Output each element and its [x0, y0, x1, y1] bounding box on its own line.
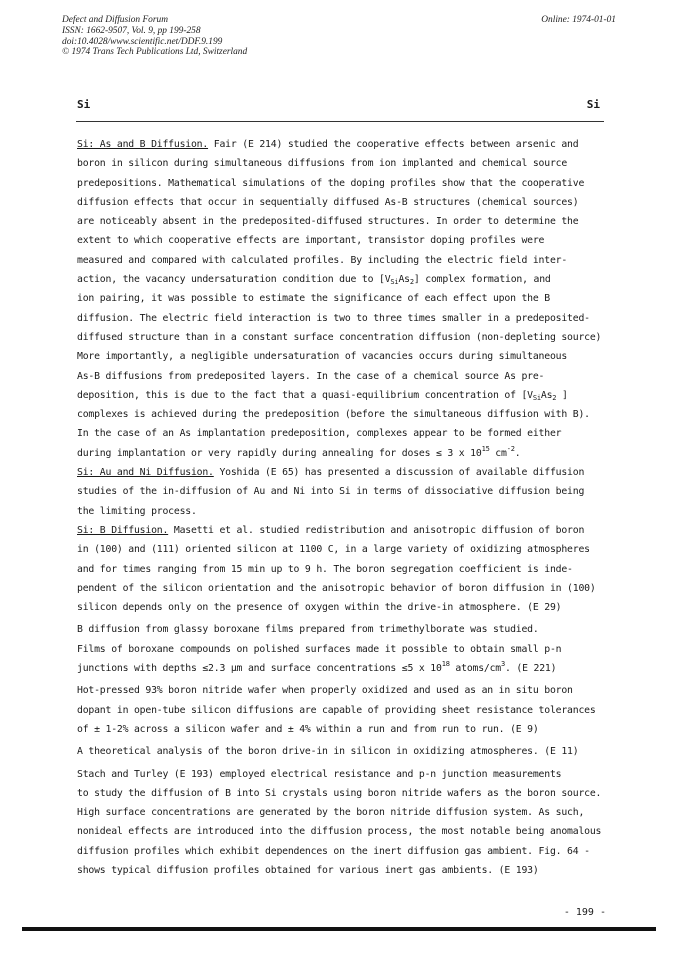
superscript: -2: [506, 444, 515, 453]
section-heading: Si: As and B Diffusion.: [77, 139, 209, 150]
subscript: Si: [390, 278, 399, 287]
text-run: .: [514, 447, 521, 459]
text-line: diffusion profiles which exhibit dependences on the inert diffusion gas ambient. Fig. 64 -: [77, 845, 590, 857]
text-run: Yoshida (E 65) has presented a discussion of available diffusion: [213, 467, 585, 479]
text-line: Films of boroxane compounds on polished surfaces made it possible to obtain small p-n: [77, 643, 562, 655]
text-line: [77, 444, 605, 463]
body-text: [77, 135, 605, 880]
text-line: High surface concentrations are generated by the boron nitride diffusion system. As such,: [77, 807, 585, 819]
text-line: pendent of the silicon orientation and the anisotropic behavior of boron diffusion in (100): [77, 582, 596, 594]
running-head-right: Si: [586, 98, 600, 111]
text-line: measured and compared with calculated profiles. By including the electric field inter-: [77, 254, 568, 266]
subscript: Si: [532, 393, 541, 402]
issn-line: ISSN: 1662-9507, Vol. 9, pp 199-258: [62, 25, 201, 36]
text-run: As: [540, 389, 553, 401]
text-run: ]: [556, 389, 568, 401]
text-line: [77, 386, 605, 405]
text-run: As: [398, 274, 410, 286]
text-line: diffusion effects that occur in sequentially diffused As-B structures (chemical sources): [77, 196, 579, 208]
section-heading: Si: Au and Ni Diffusion.: [77, 467, 214, 479]
subscript: 2: [552, 393, 557, 402]
text-line: are noticeably absent in the predeposited-diffused structures. In order to determine the: [77, 216, 579, 228]
superscript: 18: [441, 660, 450, 669]
online-date: Online: 1974-01-01: [541, 15, 616, 25]
journal-name: Defect and Diffusion Forum: [62, 15, 168, 25]
text-run: Masetti et al. studied redistribution and anisotropic diffusion of boron: [168, 524, 585, 536]
text-line: the limiting process.: [77, 505, 197, 517]
text-run: . (E 221): [505, 663, 557, 675]
section-heading: Si: B Diffusion.: [77, 524, 169, 536]
text-run: ] complex formation, and: [413, 274, 551, 286]
text-line: to study the diffusion of B into Si crystals using boron nitride wafers as the boron source.: [77, 787, 602, 799]
subscript: 2: [409, 278, 414, 287]
text-line: of ± 1-2% across a silicon wafer and ± 4% within a run and from run to run. (E 9): [77, 723, 539, 735]
text-line: Stach and Turley (E 193) employed electrical resistance and p-n junction measurements: [77, 768, 562, 780]
footer-rule: [22, 927, 656, 931]
text-line: As-B diffusions from predeposited layers. In the case of a chemical source As pre-: [77, 370, 545, 382]
text-line: [77, 270, 605, 289]
text-line: in (100) and (111) oriented silicon at 1100 C, in a large variety of oxidizing atmospheres: [77, 544, 590, 556]
superscript: 3: [501, 660, 506, 669]
text-line: studies of the in-diffusion of Au and Ni into Si in terms of dissociative diffusion being: [77, 486, 585, 498]
text-line: [77, 659, 605, 678]
text-line: [77, 521, 605, 540]
text-run: Fair (E 214) studied the cooperative effects between arsenic and: [208, 139, 579, 150]
text-line: B diffusion from glassy boroxane films prepared from trimethylborate was studied.: [77, 624, 539, 636]
text-line: silicon depends only on the presence of oxygen within the drive-in atmosphere. (E 29): [77, 602, 562, 614]
text-line: In the case of an As implantation predeposition, complexes appear to be formed either: [77, 428, 562, 440]
text-line: [77, 463, 605, 482]
text-line: ion pairing, it was possible to estimate the significance of each effect upon the B: [77, 293, 550, 305]
text-line: A theoretical analysis of the boron drive-in in silicon in oxidizing atmospheres. (E 11): [77, 746, 579, 758]
doi-line: doi:10.4028/www.scientific.net/DDF.9.199: [62, 36, 223, 47]
text-line: dopant in open-tube silicon diffusions are capable of providing sheet resistance tolerances: [77, 704, 596, 716]
copyright-line: © 1974 Trans Tech Publications Ltd, Switzerland: [62, 47, 248, 58]
text-run: during implantation or very rapidly during annealing for doses ≤ 3 x 10: [77, 447, 482, 459]
text-line: and for times ranging from 15 min up to 9 h. The boron segregation coefficient is inde-: [77, 563, 573, 575]
running-head-left: Si: [77, 98, 91, 111]
text-line: [77, 135, 605, 154]
text-line: diffusion. The electric field interaction is two to three times smaller in a predeposited-: [77, 312, 590, 324]
text-line: predepositions. Mathematical simulations of the doping profiles show that the cooperative: [77, 177, 585, 189]
text-line: nonideal effects are introduced into the diffusion process, the most notable being anomalous: [77, 826, 602, 838]
header-rule: [76, 121, 604, 122]
text-run: atoms/cm: [449, 663, 502, 675]
text-line: Hot-pressed 93% boron nitride wafer when properly oxidized and used as an in situ boron: [77, 685, 573, 697]
text-run: deposition, this is due to the fact that a quasi-equilibrium concentration of [V: [77, 389, 533, 401]
text-line: diffused structure than in a constant surface concentration diffusion (non-depleting source): [77, 331, 602, 343]
text-line: complexes is achieved during the predeposition (before the simultaneous diffusion with B).: [77, 409, 590, 421]
text-line: shows typical diffusion profiles obtained for various inert gas ambients. (E 193): [77, 864, 539, 876]
publication-metadata: [62, 15, 247, 58]
text-run: junctions with depths ≤2.3 µm and surface concentrations ≤5 x 10: [77, 663, 442, 675]
text-run: action, the vacancy undersaturation condition due to [V: [77, 274, 391, 286]
text-line: More importantly, a negligible undersaturation of vacancies occurs during simultaneous: [77, 351, 568, 363]
superscript: 15: [481, 444, 490, 453]
text-line: boron in silicon during simultaneous diffusions from ion implanted and chemical source: [77, 158, 568, 170]
text-run: cm: [489, 447, 507, 459]
text-line: extent to which cooperative effects are important, transistor doping profiles were: [77, 235, 545, 247]
page-number: - 199 -: [563, 907, 606, 918]
